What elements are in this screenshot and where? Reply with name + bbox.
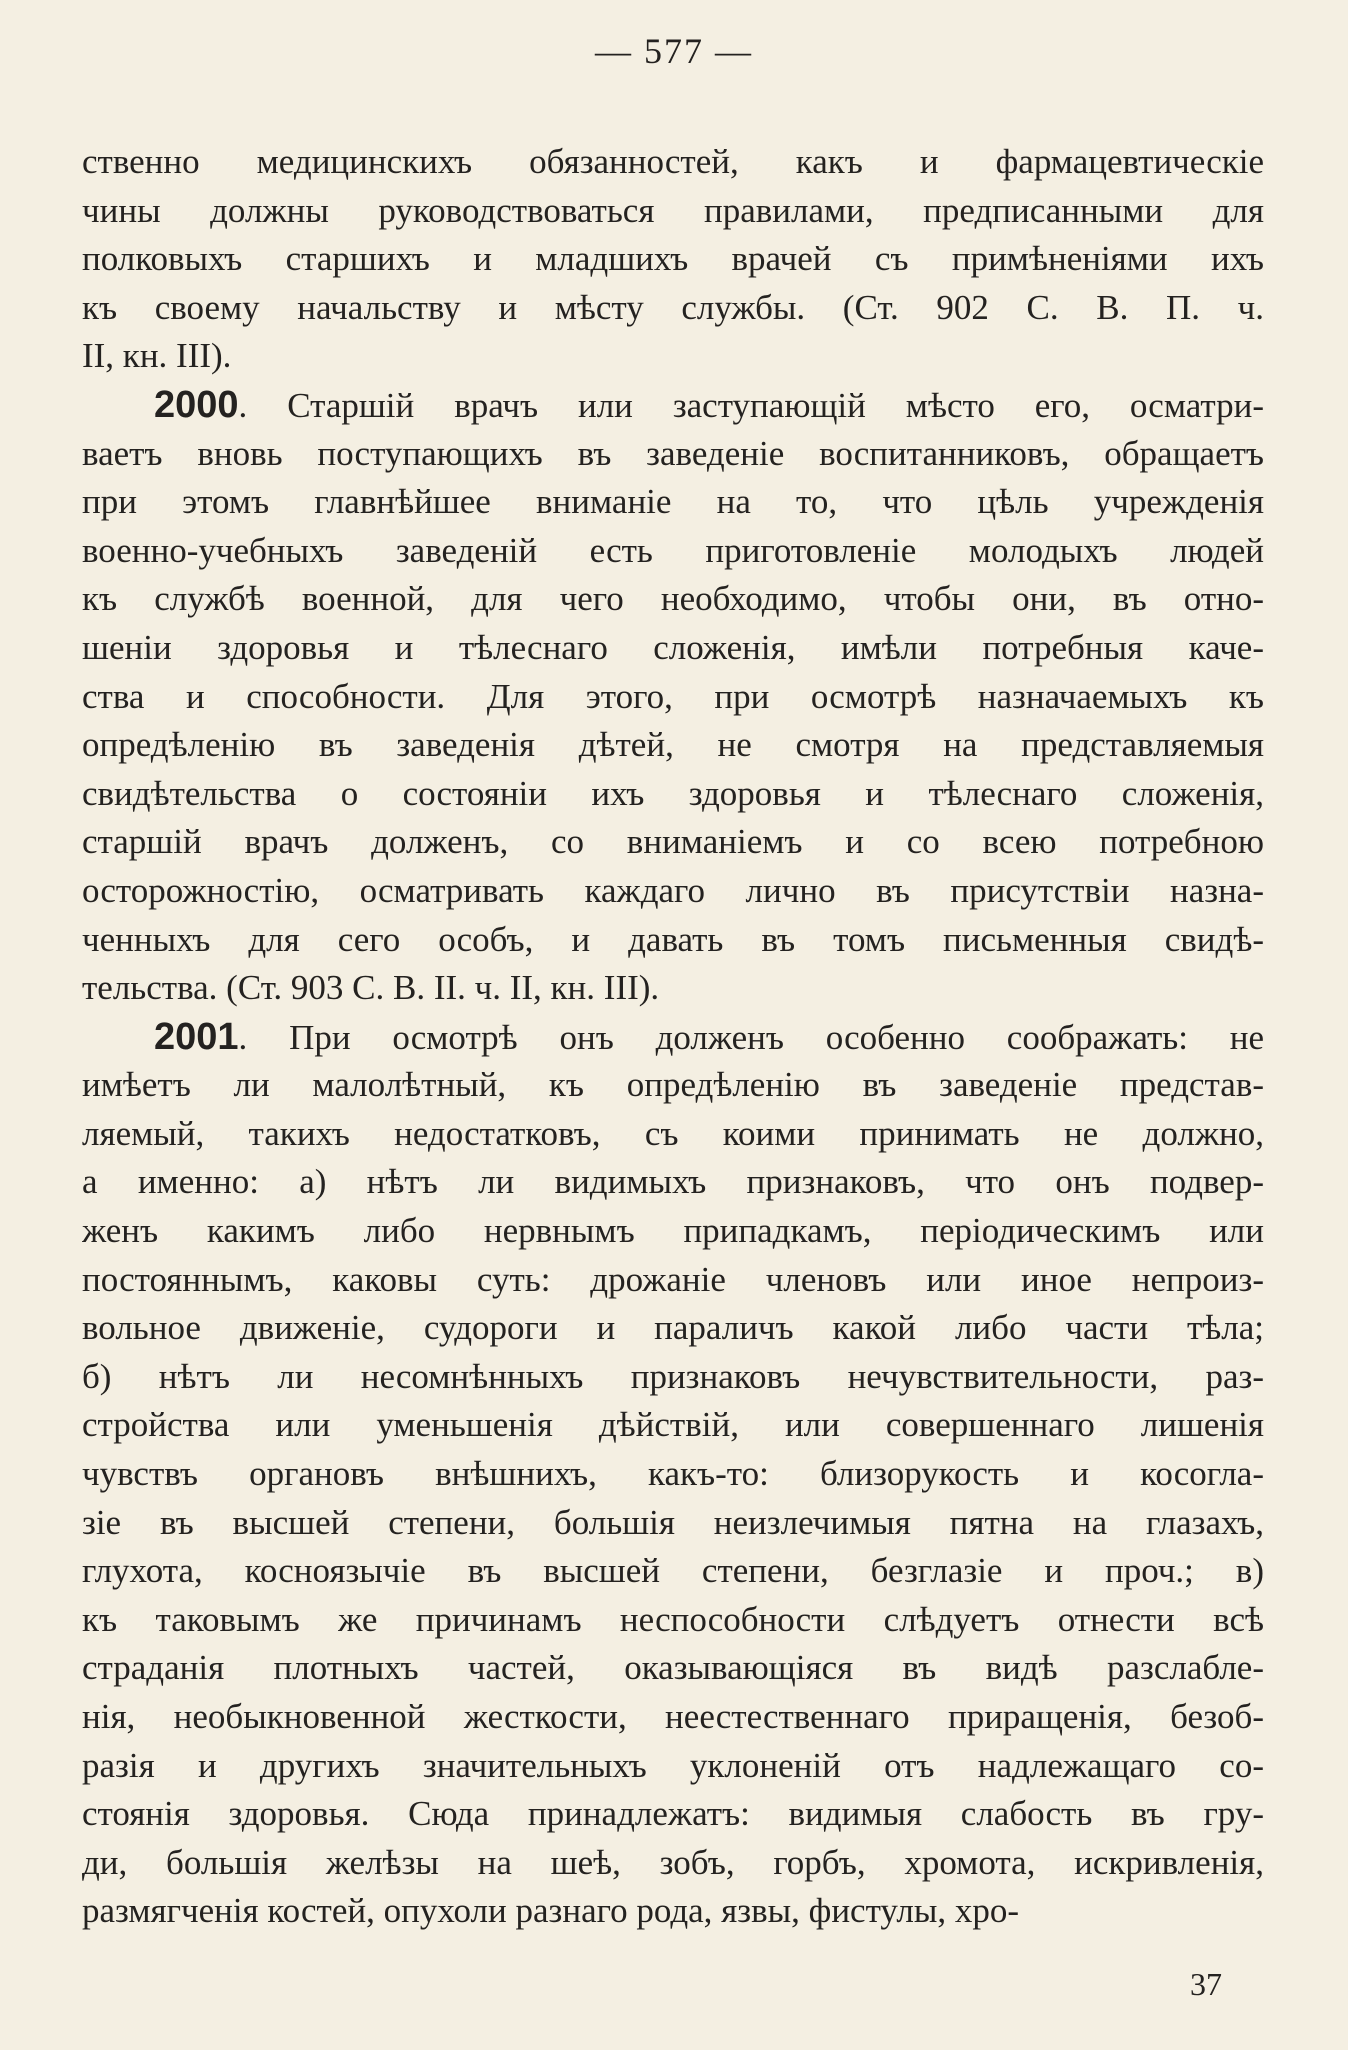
line-text: б) нѣтъ ли несомнѣнныхъ признаковъ нечувствительности, раз- <box>82 1356 1264 1396</box>
line-text: имѣетъ ли малолѣтный, къ опредѣленію въ заведеніе представ- <box>82 1065 1264 1105</box>
text-line <box>82 284 1264 333</box>
line-text: глухота, косноязычіе въ высшей степени, безглазіе и проч.; в) <box>82 1551 1264 1591</box>
signature-mark: 37 <box>1190 1966 1222 2002</box>
line-text: чувствъ органовъ внѣшнихъ, какъ-то: близорукость и косогла- <box>82 1454 1264 1494</box>
text-line <box>82 1839 1264 1888</box>
line-text: старшій врачъ долженъ, со вниманіемъ и со всею потребною <box>82 822 1264 862</box>
article-number: 2000 <box>154 383 239 426</box>
text-line <box>82 1353 1264 1402</box>
line-text: ства и способности. Для этого, при осмотрѣ назначаемыхъ къ <box>82 676 1264 716</box>
text-line <box>82 527 1264 576</box>
line-text: разія и другихъ значительныхъ уклоненій отъ надлежащаго со- <box>82 1745 1264 1785</box>
text-line <box>82 1742 1264 1791</box>
line-text: страданія плотныхъ частей, оказывающіяся въ видѣ разслабле- <box>82 1648 1264 1688</box>
text-line <box>82 1644 1264 1693</box>
text-line <box>82 867 1264 916</box>
line-text: шеніи здоровья и тѣлеснаго сложенія, имѣли потребныя каче- <box>82 627 1264 667</box>
line-text: стоянія здоровья. Сюда принадлежатъ: видимыя слабость въ гру- <box>82 1794 1264 1834</box>
line-text: . Старшій врачъ или заступающій мѣсто его, осматри- <box>238 385 1264 425</box>
text-line <box>82 332 1264 381</box>
text-line <box>82 575 1264 624</box>
text-line <box>82 1790 1264 1839</box>
text-line <box>82 1207 1264 1256</box>
line-text: нія, необыкновенной жесткости, неестественнаго приращенія, безоб- <box>82 1697 1264 1736</box>
line-text: . При осмотрѣ онъ долженъ особенно соображать: не <box>238 1017 1264 1057</box>
text-line <box>82 1013 1264 1062</box>
line-text: стройства или уменьшенія дѣйствій, или совершеннаго лишенія <box>82 1405 1264 1445</box>
line-text: при этомъ главнѣйшее вниманіе на то, что цѣль учрежденія <box>82 482 1264 522</box>
line-text: а именно: а) нѣтъ ли видимыхъ признаковъ, что онъ подвер- <box>82 1162 1264 1202</box>
line-text: постояннымъ, каковы суть: дрожаніе членовъ или иное непроиз- <box>82 1259 1264 1299</box>
text-line <box>82 1110 1264 1159</box>
line-text: къ службѣ военной, для чего необходимо, чтобы они, въ отно- <box>82 579 1264 619</box>
text-line <box>82 1304 1264 1353</box>
line-text: ди, большія желѣзы на шеѣ, зобъ, горбъ, хромота, искривленія, <box>82 1842 1264 1882</box>
line-text: ваетъ вновь поступающихъ въ заведеніе воспитанниковъ, обращаетъ <box>82 433 1264 473</box>
line-text: женъ какимъ либо нервнымъ припадкамъ, періодическимъ или <box>82 1211 1264 1251</box>
line-text: военно-учебныхъ заведеній есть приготовленіе молодыхъ людей <box>82 530 1264 570</box>
line-text: свидѣтельства о состояніи ихъ здоровья и тѣлеснаго сложенія, <box>82 773 1264 813</box>
text-line <box>82 818 1264 867</box>
text-line <box>82 1061 1264 1110</box>
line-text: зіе въ высшей степени, большія неизлечимыя пятна на глазахъ, <box>82 1502 1264 1542</box>
text-line <box>82 1450 1264 1499</box>
text-line <box>82 430 1264 479</box>
line-text: опредѣленію въ заведенія дѣтей, не смотря на представляемыя <box>82 725 1264 765</box>
article-number: 2001 <box>154 1015 239 1058</box>
text-line <box>82 964 1264 1013</box>
text-line <box>82 1596 1264 1645</box>
text-line <box>82 1693 1264 1742</box>
text-line <box>82 1499 1264 1548</box>
text-line <box>82 1887 1264 1936</box>
body-text <box>82 138 1264 1936</box>
line-text: осторожностію, осматривать каждаго лично въ присутствіи назна- <box>82 870 1264 910</box>
text-line <box>82 916 1264 965</box>
text-line <box>82 1547 1264 1596</box>
text-line <box>82 235 1264 284</box>
text-line <box>82 770 1264 819</box>
line-text: II, кн. III). <box>82 336 232 376</box>
line-text: къ таковымъ же причинамъ неспособности слѣдуетъ отнести всѣ <box>82 1599 1264 1639</box>
text-line <box>82 1401 1264 1450</box>
line-text: полковыхъ старшихъ и младшихъ врачей съ примѣненіями ихъ <box>82 239 1264 279</box>
text-line <box>82 381 1264 430</box>
line-text: ченныхъ для сего особъ, и давать въ томъ письменныя свидѣ- <box>82 919 1264 959</box>
text-line <box>82 138 1264 187</box>
text-line <box>82 478 1264 527</box>
text-line <box>82 1256 1264 1305</box>
line-text: ственно медицинскихъ обязанностей, какъ и фармацевтическіе <box>82 142 1264 181</box>
line-text: къ своему начальству и мѣсту службы. (Ст. 902 С. В. П. ч. <box>82 287 1264 327</box>
page-number: — 577 — <box>595 31 753 71</box>
text-line <box>82 187 1264 236</box>
line-text: ляемый, такихъ недостатковъ, съ коими принимать не должно, <box>82 1113 1264 1153</box>
text-line <box>82 673 1264 722</box>
text-line <box>82 1158 1264 1207</box>
line-text: вольное движеніе, судороги и параличъ какой либо части тѣла; <box>82 1308 1264 1348</box>
line-text: чины должны руководствоваться правилами, предписанными для <box>82 190 1264 230</box>
line-text: размягченія костей, опухоли разнаго рода, язвы, фистулы, хро- <box>82 1891 1020 1931</box>
text-line <box>82 721 1264 770</box>
text-line <box>82 624 1264 673</box>
line-text: тельства. (Ст. 903 С. В. II. ч. II, кн. III). <box>82 968 660 1008</box>
